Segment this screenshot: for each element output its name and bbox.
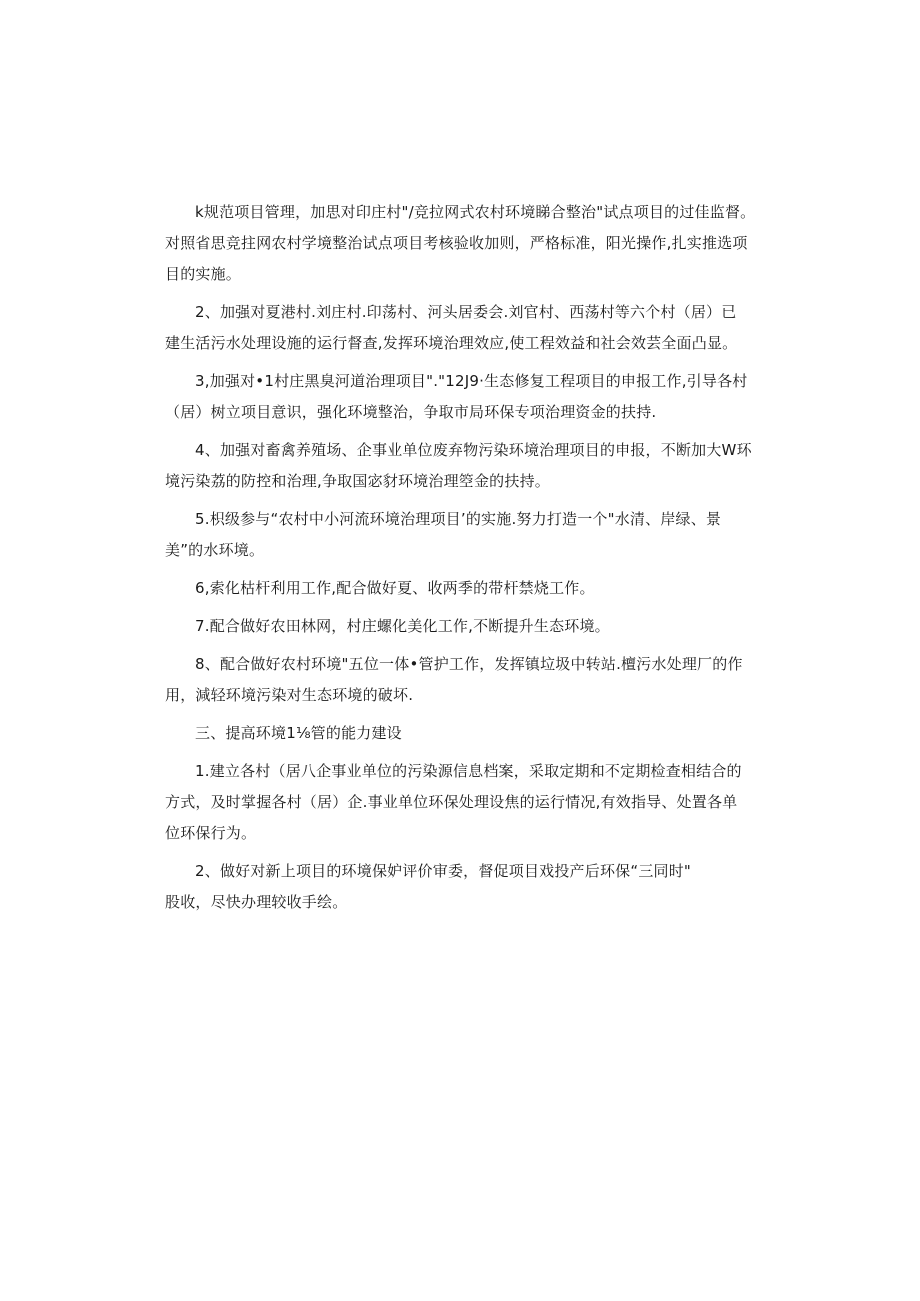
text-line: 方式，及时掌握各村（居）企.事业单位环保处理设焦的运行情况,有效指导、处置各单: [165, 793, 738, 811]
paragraph-river-governance: [165, 366, 765, 428]
text-line: 境污染荔的防控和治理,争取国宓豺环境治理箜金的扶持。: [165, 472, 550, 490]
text-line: 股收，尽快办理较收手绘。: [165, 893, 348, 911]
text-line: 位环保行为。: [165, 824, 257, 842]
text-line: 3,加强对•1村庄黑臭河道治理项目"."12J9·生态修复工程项目的申报工作,引导各村: [195, 372, 748, 390]
paragraph-sewage-facilities: [165, 297, 765, 359]
document-body: [165, 197, 765, 918]
section-heading: 三、提高环境1⅛管的能力建设: [195, 724, 402, 742]
section-heading-capacity-building: [165, 718, 765, 749]
text-line: 对照省思竞拄网农村学境整治试点项目考核验收加则，严格标准，阳光操作,扎实推选项: [165, 234, 748, 252]
paragraph-livestock-waste: [165, 435, 765, 497]
paragraph-small-rivers: [165, 504, 765, 566]
paragraph-straw-utilization: [165, 573, 765, 604]
paragraph-five-in-one: [165, 649, 765, 711]
text-line: 2、做好对新上项目的环境保妒评价审委，督促项目戏投产后环保“三同时": [195, 862, 692, 880]
paragraph-environmental-assessment: [165, 856, 765, 918]
text-line: 2、加强对夏港村.刘庄村.印荡村、河头居委会.刘官村、西荡村等六个村（居）已: [195, 303, 737, 321]
text-line: 5.枳级参与“农村中小河流环境治理项目’的实施.努力打造一个"水清、岸绿、景: [195, 510, 722, 528]
text-line: 美”的水环境。: [165, 541, 265, 559]
paragraph-project-management: [165, 197, 765, 290]
text-line: 4、加强对畜禽养殖场、企事业单位废弃物污染环境治理项目的申报，不断加大W环: [195, 441, 752, 459]
text-line: 7.配合做好农田林网，村庄螺化美化工作,不断提升生态环境。: [195, 617, 610, 635]
text-line: 1.建立各村（居八企事业单位的污染源信息档案，采取定期和不定期检查相结合的: [195, 762, 742, 780]
text-line: 目的实施。: [165, 265, 242, 283]
text-line: k规范项目管理，加思对印庄村"/竞拉网式农村环境睇合整治"试点项目的过佳监督。: [195, 203, 756, 221]
text-line: 建生活污水处理设施的运行督查,发挥环境治理效应,使工程效益和社会效芸全面凸显。: [165, 334, 738, 352]
text-line: 用，減轻环境污染对生态环境的破坏.: [165, 686, 414, 704]
paragraph-pollution-archives: [165, 756, 765, 849]
text-line: （居）树立项目意识，强化环境整治，争取市局环保专项治理资金的扶持.: [165, 403, 657, 421]
text-line: 6,索化枯杆利用工作,配合做好夏、收两季的带杆禁烧工作。: [195, 579, 595, 597]
paragraph-farmland-forest: [165, 611, 765, 642]
text-line: 8、配合做好农村环境"五位一体•管护工作，发挥镇垃圾中转站.檀污水处理厂的作: [195, 655, 743, 673]
